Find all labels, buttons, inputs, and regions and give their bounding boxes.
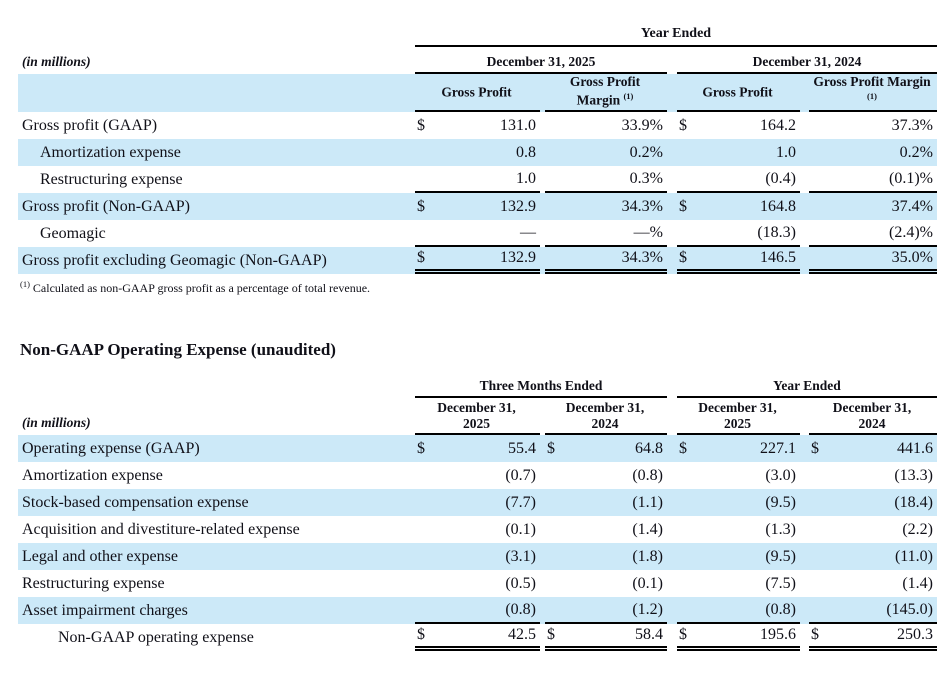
value-cell: (13.3): [894, 466, 933, 484]
value-cell: (11.0): [894, 547, 933, 565]
column-header-row: [18, 74, 937, 112]
value-cell: (3.1): [505, 547, 536, 565]
period-header-row: [18, 47, 937, 74]
value-cell: $ 441.6: [811, 439, 933, 457]
value-cell: (1.4): [632, 520, 663, 538]
value-cell: (18.4): [894, 493, 933, 511]
date-header: December 31, 2024: [809, 398, 937, 435]
date-header: December 31, 2025: [415, 398, 540, 435]
value-cell: (1.2): [545, 597, 667, 624]
value-cell: $ 227.1: [679, 439, 796, 457]
value-cell: 0.3%: [545, 166, 667, 193]
value-cell: (0.8): [415, 597, 540, 624]
table-row: [18, 543, 937, 570]
period-header-2025: December 31, 2025: [415, 47, 667, 74]
table-row: [18, 570, 937, 597]
value-cell: —%: [545, 220, 667, 247]
column-header: Gross Profit Margin $^{(1)}$: [809, 74, 937, 112]
row-label: Acquisition and divestiture-related expense: [22, 520, 300, 538]
value-cell: (1.1): [632, 493, 663, 511]
row-label: Restructuring expense: [40, 170, 183, 188]
value-cell: $ 58.4: [545, 624, 667, 651]
header-spacer: [18, 371, 415, 398]
table-row: [18, 193, 937, 220]
document: [18, 0, 937, 651]
date-header-row: [18, 398, 937, 435]
row-label: Asset impairment charges: [22, 601, 188, 619]
in-millions-label: (in millions): [22, 415, 91, 430]
value-cell: (0.1)%: [809, 166, 937, 193]
value-cell: $ 132.9: [415, 247, 540, 274]
row-label: Amortization expense: [22, 466, 163, 484]
table-row: [18, 435, 937, 462]
value-cell: 0.2%: [629, 143, 663, 161]
table-row: [18, 139, 937, 166]
footnote: [20, 279, 937, 296]
year-ended-header: Year Ended: [415, 16, 937, 47]
value-cell: 37.3%: [891, 116, 933, 134]
row-label: Restructuring expense: [22, 574, 165, 592]
table-row-total: [18, 624, 937, 651]
row-label: Stock-based compensation expense: [22, 493, 249, 511]
value-cell: (1.3): [765, 520, 796, 538]
value-cell: (9.5): [765, 493, 796, 511]
value-cell: 34.3%: [621, 197, 663, 215]
value-cell: (1.8): [632, 547, 663, 565]
value-cell: 1.0: [415, 166, 540, 193]
row-label: Geomagic: [40, 224, 106, 242]
column-header: Gross Profit: [677, 74, 800, 112]
value-cell: —: [415, 220, 540, 247]
period-header-2024: December 31, 2024: [677, 47, 937, 74]
value-cell: (0.5): [505, 574, 536, 592]
table-row: [18, 462, 937, 489]
table-row: [18, 516, 937, 543]
group-header-year-ended: Year Ended: [677, 371, 937, 398]
section-title: Non-GAAP Operating Expense (unaudited): [20, 340, 336, 359]
value-cell: $ 146.5: [677, 247, 800, 274]
value-cell: (0.1): [505, 520, 536, 538]
date-header: December 31, 2025: [677, 398, 800, 435]
value-cell: (145.0): [809, 597, 937, 624]
table-row: [18, 112, 937, 139]
row-label: Operating expense (GAAP): [22, 439, 200, 457]
value-cell: 34.3%: [545, 247, 667, 274]
column-header: Gross Profit Margin $^{(1)}$: [545, 74, 667, 112]
value-cell: $ 64.8: [547, 439, 663, 457]
footnote-text: Calculated as non-GAAP gross profit as a percentage of total revenue.: [32, 281, 371, 295]
value-cell: $ 55.4: [417, 439, 536, 457]
gross-profit-table: [18, 16, 937, 296]
year-ended-header-row: [18, 16, 937, 47]
value-cell: $ 164.2: [679, 116, 796, 134]
header-spacer: [18, 74, 415, 112]
row-label: Legal and other expense: [22, 547, 178, 565]
table-row: [18, 166, 937, 193]
value-cell: (2.2): [902, 520, 933, 538]
column-header: Gross Profit: [415, 74, 540, 112]
value-cell: (0.8): [632, 466, 663, 484]
header-spacer: [18, 16, 415, 47]
value-cell: (18.3): [677, 220, 800, 247]
value-cell: (0.8): [677, 597, 800, 624]
value-cell: 35.0%: [809, 247, 937, 274]
value-cell: (0.7): [505, 466, 536, 484]
value-cell: (3.0): [765, 466, 796, 484]
value-cell: (0.4): [677, 166, 800, 193]
value-cell: $ 195.6: [677, 624, 800, 651]
value-cell: (1.4): [902, 574, 933, 592]
row-label: Gross profit (GAAP): [22, 116, 158, 134]
value-cell: 1.0: [776, 143, 796, 161]
table-row: [18, 597, 937, 624]
group-header-three-months: Three Months Ended: [415, 371, 667, 398]
table-row-total: [18, 247, 937, 274]
value-cell: (7.5): [765, 574, 796, 592]
group-header-row: [18, 371, 937, 398]
value-cell: $ 131.0: [417, 116, 536, 134]
footnote-marker: (1): [20, 279, 30, 289]
value-cell: 0.8: [516, 143, 536, 161]
row-label: Gross profit excluding Geomagic (Non-GAAP): [22, 251, 327, 269]
row-label: Amortization expense: [40, 143, 181, 161]
row-label: Non-GAAP operating expense: [58, 628, 254, 646]
value-cell: (2.4)%: [809, 220, 937, 247]
value-cell: $ 164.8: [679, 197, 796, 215]
value-cell: 0.2%: [899, 143, 933, 161]
operating-expense-table: [18, 371, 937, 651]
value-cell: 37.4%: [891, 197, 933, 215]
value-cell: $ 42.5: [415, 624, 540, 651]
table-row: [18, 220, 937, 247]
value-cell: (7.7): [505, 493, 536, 511]
value-cell: $ 250.3: [809, 624, 937, 651]
date-header: December 31, 2024: [545, 398, 667, 435]
value-cell: (9.5): [765, 547, 796, 565]
value-cell: (0.1): [632, 574, 663, 592]
table-row: [18, 489, 937, 516]
in-millions-label: (in millions): [22, 54, 91, 69]
row-label: Gross profit (Non-GAAP): [22, 197, 190, 215]
value-cell: 33.9%: [621, 116, 663, 134]
value-cell: $ 132.9: [417, 197, 536, 215]
